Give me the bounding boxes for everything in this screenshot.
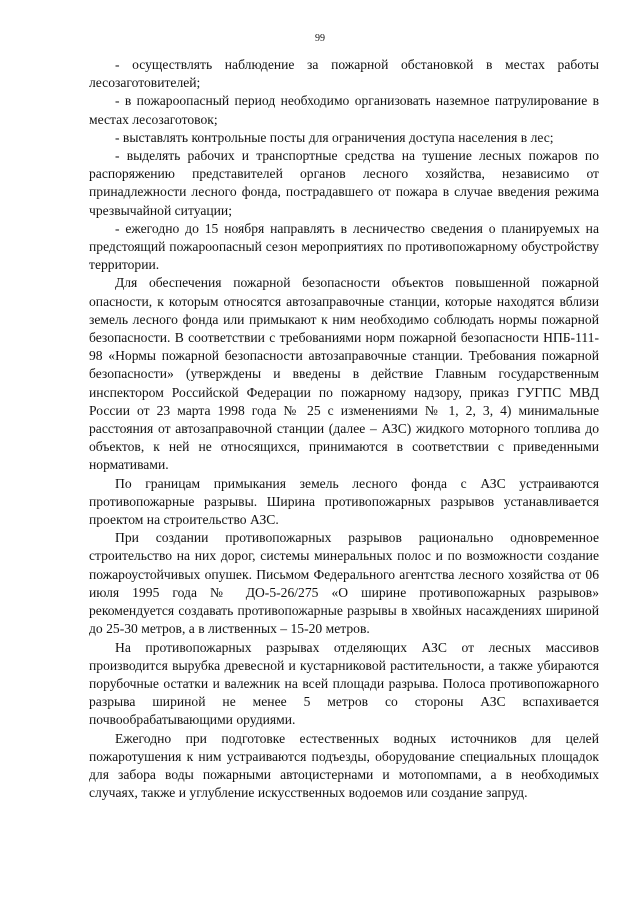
body-paragraph: По границам примыкания земель лесного фонда с АЗС устраиваются противопожарные разрывы. Ширина противопожарных разрывов устанавливается проектом на строительство АЗС. [89,475,599,528]
body-paragraph: Ежегодно при подготовке естественных водных источников для целей пожаротушения к ним устраиваются подъезды, оборудование специальных площадок для забора воды пожарными автоцистернами и мотопомпами, а в необходимых случаях, также и углубление искусственных водоемов или создание запруд. [89,730,599,801]
bullet-paragraph: - осуществлять наблюдение за пожарной обстановкой в местах работы лесозаготовителей; [89,57,599,91]
bullet-paragraph: - в пожароопасный период необходимо организовать наземное патрулирование в местах лесозаготовок; [89,93,599,127]
bullet-paragraph: - ежегодно до 15 ноября направлять в лесничество сведения о планируемых на предстоящий пожароопасный сезон мероприятиях по противопожарному обустройству территории. [89,220,599,273]
body-paragraph: При создании противопожарных разрывов рационально одновременное строительство на них дорог, системы минеральных полос и по возможности создание пожароустойчивых опушек. Письмом Федерального агентства лесного хозяйства от 06 июля 1995 года № ДО-5-26/275 «О ширине противопожарных разрывов» рекомендуется создавать противопожарные разрывы в хвойных насаждениях шириной до 25-30 метров, а в лиственных – 15-20 метров. [89,530,599,637]
page-number: 99 [315,33,325,44]
bullet-paragraph: - выставлять контрольные посты для ограничения доступа населения в лес; [115,129,554,145]
body-paragraph: На противопожарных разрывах отделяющих АЗС от лесных массивов производится вырубка древесной и кустарниковой растительности, а также убираются порубочные остатки и валежник на всей площади разрыва. Полоса противопожарного разрыва шириной не менее 5 метров со стороны АЗС вспахивается почвообрабатывающими орудиями. [89,639,599,728]
body-paragraph: Для обеспечения пожарной безопасности объектов повышенной пожарной опасности, к которым относятся автозаправочные станции, которые находятся вблизи земель лесного фонда или примыкают к ним необходимо соблюдать нормы пожарной безопасности. В соответствии с требованиями норм пожарной безопасности НПБ-111-98 «Нормы пожарной безопасности автозаправочные станции. Требования пожарной безопасности» (утверждены и введены в действие Главным государственным инспектором Российской Федерации по пожарному надзору, приказ ГУГПС МВД России от 23 марта 1998 года № 25 с изменениями № 1, 2, 3, 4) минимальные расстояния от автозаправочной станции (далее – АЗС) жидкого моторного топлива до объектов, к ней не относящихся, принимаются в соответствии с приведенными нормативами. [89,275,599,473]
bullet-paragraph: - выделять рабочих и транспортные средства на тушение лесных пожаров по распоряжению представителей органов лесного хозяйства, независимо от принадлежности лесного фонда, пострадавшего от пожара в случае введения режима чрезвычайной ситуации; [89,148,599,218]
document-body [89,56,599,802]
